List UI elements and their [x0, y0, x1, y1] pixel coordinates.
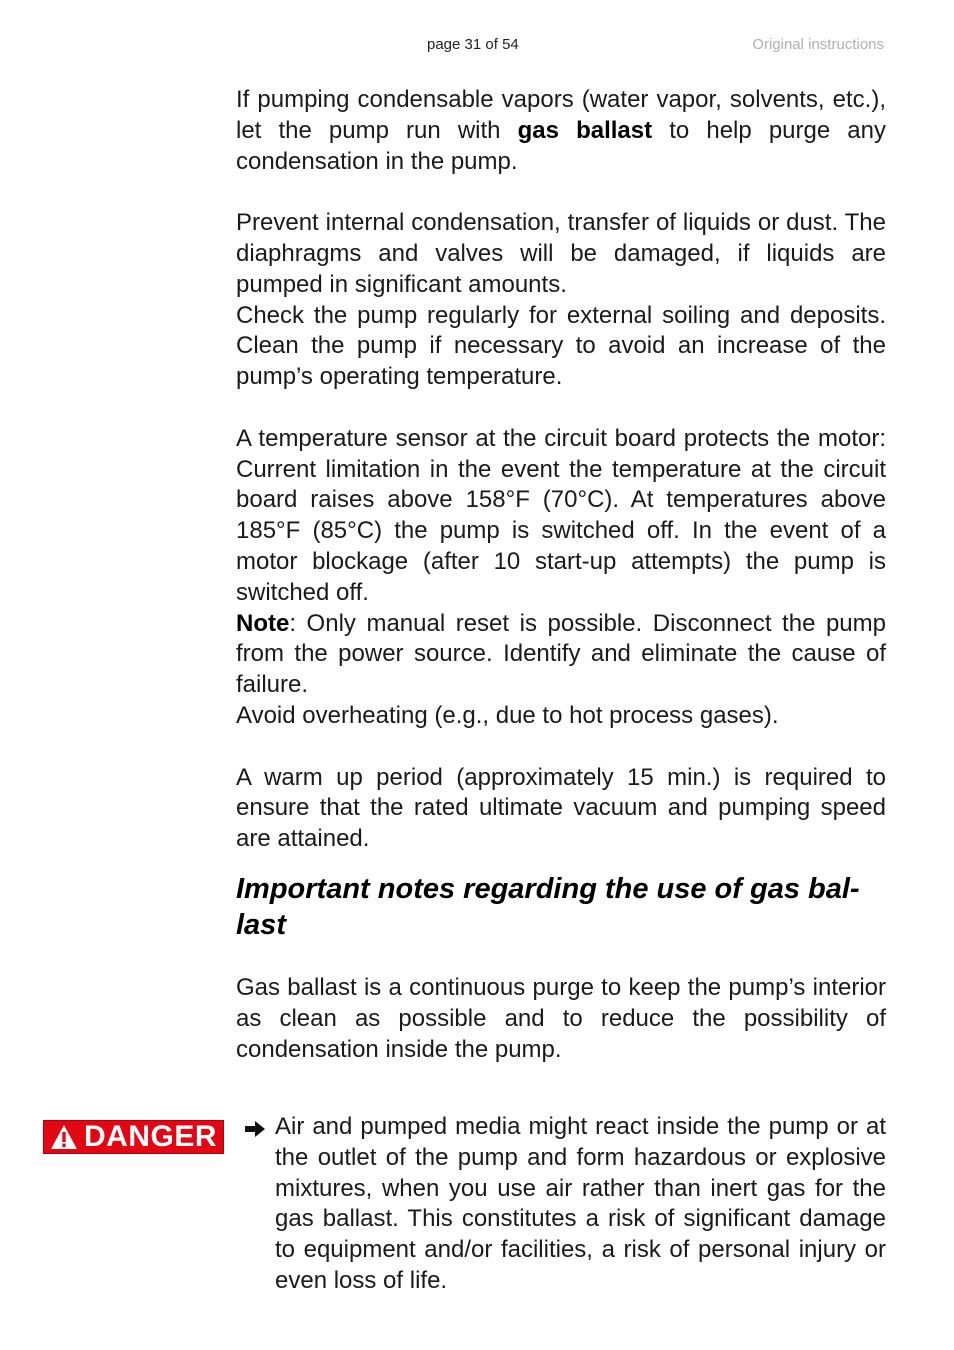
danger-label: DANGER — [83, 1120, 217, 1153]
paragraph-warm-up: A warm up period (approximately 15 min.) is required to ensure that the rated ultimate vacuum and pumping speed are attained. — [236, 763, 886, 853]
note-text: : Only manual reset is possible. Disconnect the pump from the power source. Identify and eliminate the cause of failure. — [236, 609, 886, 699]
paragraph-overheating: Avoid overheating (e.g., due to hot process gases). — [236, 701, 779, 729]
arrow-right-icon — [244, 1118, 266, 1140]
danger-badge — [43, 1120, 224, 1154]
paragraph-condensation: Prevent internal condensation, transfer of liquids or dust. The diaphragms and valves will be damaged, if liquids are pumped in significant amounts. — [236, 209, 886, 298]
section-heading: Important notes regarding the use of gas ballast — [236, 872, 860, 941]
gas-ballast-emphasis: gas ballast — [517, 116, 653, 144]
paragraph-gas-ballast-intro: Gas ballast is a continuous purge to keep the pump’s interior as clean as possible and to reduce the possibility of condensation inside the pump. — [236, 973, 886, 1063]
warning-triangle-icon — [50, 1124, 78, 1150]
paragraph-gas-ballast — [236, 85, 886, 177]
page-number: page 31 of 54 — [427, 36, 519, 53]
paragraph-soiling: Check the pump regularly for external soiling and deposits. Clean the pump if necessary to avoid an increase of the pump’s operating temperature. — [236, 301, 886, 391]
main-content — [236, 85, 886, 1065]
document-label: Original instructions — [752, 36, 884, 53]
note-label: Note — [236, 609, 290, 637]
paragraph-temperature-sensor: A temperature sensor at the circuit board protects the motor: Current limitation in the event the temperature at the circuit board raises above 158°F (70°C). At temperatures above 185°F (85°C) the pump is switched off. In the event of a motor blockage (after 10 start-up attempts) the pump is switched off. — [236, 424, 886, 606]
danger-text: Air and pumped media might react inside the pump or at the outlet of the pump and form hazardous or explosive mixtures, when you use air rather than inert gas for the gas ballast. This constitutes a risk of significant damage to equipment and/or facilities, a risk of personal injury or even loss of life. — [275, 1113, 886, 1294]
paragraph-gas-ballast-text-2: to help purge any condensation in the pump. — [236, 116, 887, 175]
paragraph-gas-ballast-text-1: If pumping condensable vapors (water vapor, solvents, etc.), let the pump run with — [236, 86, 886, 144]
paragraph-note — [236, 609, 886, 701]
